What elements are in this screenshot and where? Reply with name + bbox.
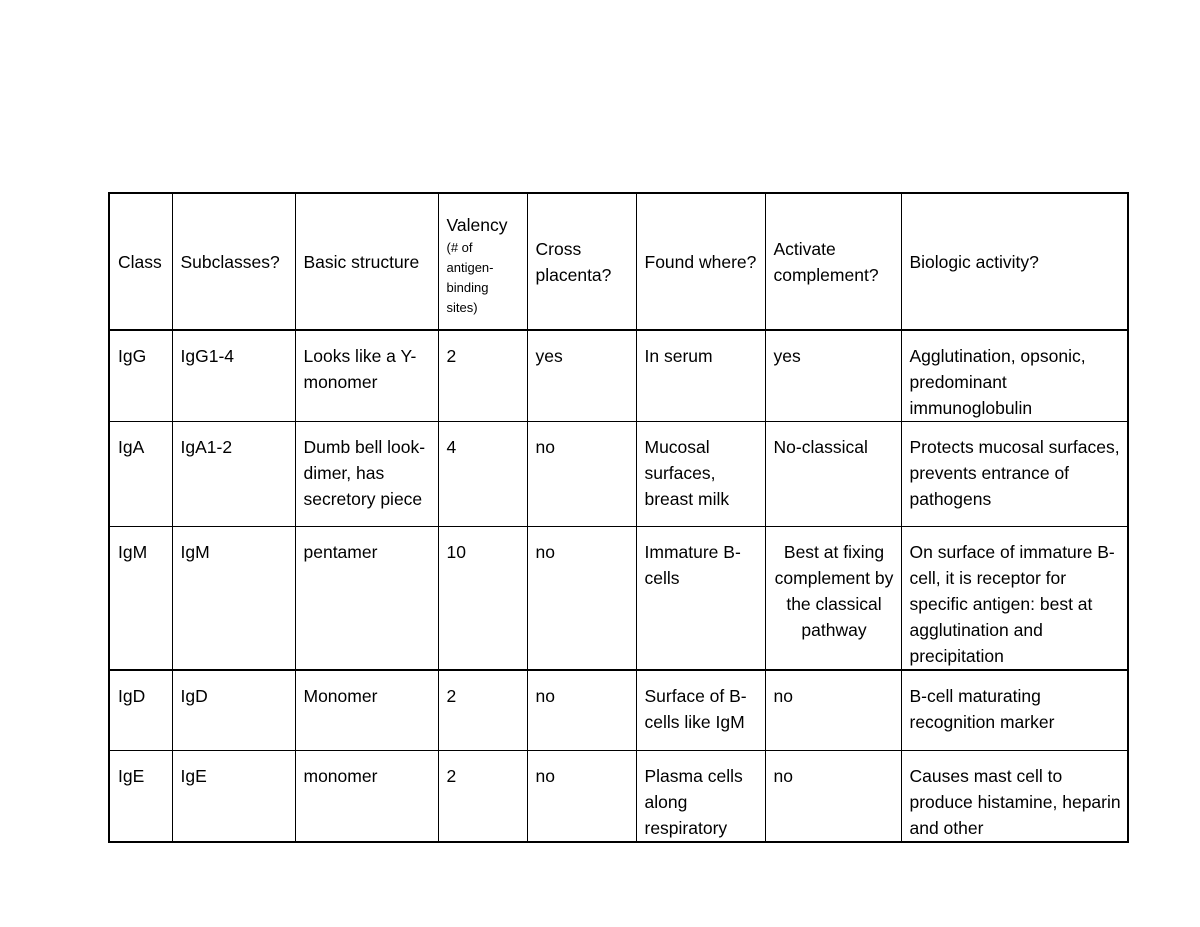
header-row <box>109 193 1128 330</box>
immunoglobulin-table <box>108 192 1129 843</box>
cell-found: Immature B-cells <box>636 527 765 671</box>
table-row <box>109 750 1128 842</box>
cell-structure: Dumb bell look- dimer, has secretory piece <box>295 422 438 527</box>
cell-valency: 2 <box>438 330 527 422</box>
cell-structure: Looks like a Y-monomer <box>295 330 438 422</box>
table-row <box>109 527 1128 671</box>
cell-placenta: no <box>527 422 636 527</box>
header-activity: Biologic activity? <box>901 193 1128 330</box>
cell-valency: 2 <box>438 750 527 842</box>
cell-subclasses: IgG1-4 <box>172 330 295 422</box>
cell-class: IgA <box>109 422 172 527</box>
cell-structure: Monomer <box>295 670 438 750</box>
table-row <box>109 422 1128 527</box>
header-subclasses: Subclasses? <box>172 193 295 330</box>
cell-class: IgD <box>109 670 172 750</box>
header-placenta: Cross placenta? <box>527 193 636 330</box>
cell-complement: no <box>765 670 901 750</box>
header-structure: Basic structure <box>295 193 438 330</box>
cell-structure: monomer <box>295 750 438 842</box>
cell-placenta: yes <box>527 330 636 422</box>
cell-structure: pentamer <box>295 527 438 671</box>
cell-complement: yes <box>765 330 901 422</box>
table-row <box>109 330 1128 422</box>
cell-activity: On surface of immature B-cell, it is receptor for specific antigen: best at agglutination and precipitation <box>901 527 1128 671</box>
cell-found: Plasma cells along respiratory <box>636 750 765 842</box>
cell-class: IgG <box>109 330 172 422</box>
cell-placenta: no <box>527 527 636 671</box>
header-found: Found where? <box>636 193 765 330</box>
header-valency-note: (# of antigen-binding sites) <box>446 239 494 315</box>
cell-complement: No-classical <box>765 422 901 527</box>
cell-placenta: no <box>527 670 636 750</box>
cell-complement: no <box>765 750 901 842</box>
cell-activity: B-cell maturating recognition marker <box>901 670 1128 750</box>
cell-valency: 10 <box>438 527 527 671</box>
cell-class: IgM <box>109 527 172 671</box>
cell-subclasses: IgE <box>172 750 295 842</box>
cell-activity: Agglutination, opsonic, predominant immunoglobulin <box>901 330 1128 422</box>
cell-found: In serum <box>636 330 765 422</box>
cell-complement: Best at fixing complement by the classical pathway <box>765 527 901 671</box>
header-valency-label: Valency <box>446 214 508 235</box>
cell-valency: 4 <box>438 422 527 527</box>
cell-placenta: no <box>527 750 636 842</box>
cell-subclasses: IgD <box>172 670 295 750</box>
cell-found: Mucosal surfaces, breast milk <box>636 422 765 527</box>
cell-class: IgE <box>109 750 172 842</box>
table-row <box>109 670 1128 750</box>
cell-found: Surface of B-cells like IgM <box>636 670 765 750</box>
cell-activity: Protects mucosal surfaces, prevents entrance of pathogens <box>901 422 1128 527</box>
header-valency <box>438 193 527 330</box>
cell-subclasses: IgA1-2 <box>172 422 295 527</box>
cell-valency: 2 <box>438 670 527 750</box>
header-complement: Activate complement? <box>765 193 901 330</box>
header-class: Class <box>109 193 172 330</box>
cell-activity: Causes mast cell to produce histamine, heparin and other <box>901 750 1128 842</box>
cell-subclasses: IgM <box>172 527 295 671</box>
